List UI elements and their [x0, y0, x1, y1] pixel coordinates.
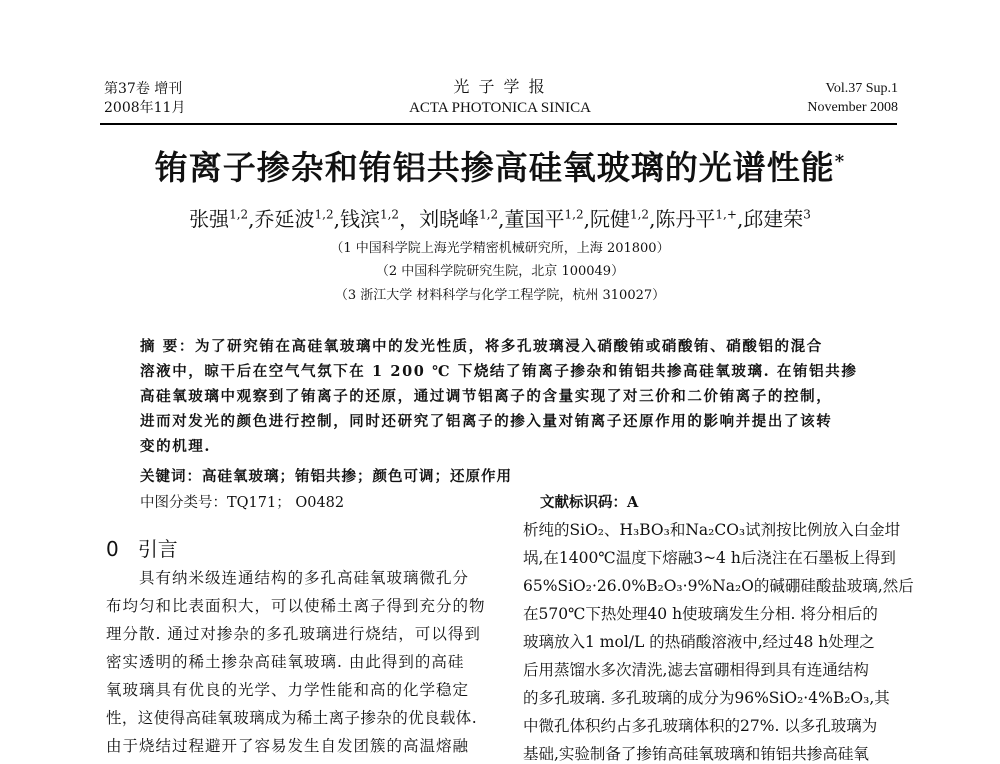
keywords [140, 467, 512, 487]
author-name: 乔延波 [254, 206, 315, 231]
right-para-line-9: 基础,实验制备了掺铕高硅氧玻璃和铕铝共掺高硅氧 [523, 745, 869, 763]
section-heading [106, 536, 178, 562]
author [505, 207, 590, 231]
author-separator: , [248, 206, 255, 231]
right-para-line-7: 的多孔玻璃. 多孔玻璃的成分为96%SiO₂·4%B₂O₃,其 [523, 689, 890, 707]
abstract-label: 摘 要： [140, 338, 195, 355]
author [255, 207, 340, 231]
author-affiliation-mark: 1,2 [229, 207, 249, 221]
affiliation-3: （3 浙江大学 材料科学与化学工程学院，杭州 310027） [334, 288, 666, 303]
left-para-line-6: 性，这使得高硅氧玻璃成为稀土离子掺杂的优良载体. [106, 709, 478, 727]
author-list [0, 200, 1000, 233]
abstract-line-1 [140, 337, 870, 357]
author-name: 董国平 [504, 206, 565, 231]
right-para-line-5: 玻璃放入1 mol/L 的热硝酸溶液中,经过48 h处理之 [523, 633, 875, 651]
journal-name-en: ACTA PHOTONICA SINICA [409, 100, 591, 116]
author-name: 刘晓峰 [419, 206, 480, 231]
author-name: 陈丹平 [655, 206, 716, 231]
author-name: 钱滨 [339, 206, 380, 231]
author [743, 207, 811, 231]
left-para-line-1: 具有纳米级连通结构的多孔高硅氧玻璃微孔分 [106, 569, 470, 587]
left-para-line-4: 密实透明的稀土掺杂高硅氧玻璃. 由此得到的高硅 [106, 653, 465, 671]
journal-name-cn: 光 子 学 报 [453, 77, 547, 96]
author [590, 207, 655, 231]
volume-en: Vol.37 Sup.1 [825, 81, 898, 96]
author-name: 张强 [189, 206, 230, 231]
author-separator: , [498, 206, 505, 231]
author-separator: , [583, 206, 590, 231]
abstract-line-2: 溶液中，晾干后在空气气氛下在 1 200 ℃ 下烧结了铕离子掺杂和铕铝共掺高硅氧玻璃. 在铕铝共掺 [140, 363, 858, 380]
title-footnote-mark: * [834, 151, 846, 172]
section-title: 引言 [137, 537, 178, 561]
author-name: 阮健 [589, 206, 630, 231]
author-affiliation-mark: 1,2 [564, 207, 584, 221]
author-affiliation-mark: 1,2 [629, 207, 650, 221]
author-separator: , [333, 206, 340, 231]
abstract-text-1: 为了研究铕在高硅氧玻璃中的发光性质，将多孔玻璃浸入硝酸铕或硝酸铕、硝酸铝的混合 [194, 338, 823, 355]
author [419, 207, 504, 231]
header-rule [100, 123, 897, 125]
author [189, 207, 254, 231]
author-separator: , [649, 206, 656, 231]
author-affiliation-mark: 1,2 [314, 207, 334, 221]
left-para-line-5: 氧玻璃具有优良的光学、力学性能和高的化学稳定 [106, 681, 470, 699]
classification-number [140, 493, 344, 513]
left-para-line-2: 布均匀和比表面积大，可以使稀土离子得到充分的物 [106, 597, 486, 615]
date-en: November 2008 [807, 100, 898, 115]
paper-title [0, 140, 1000, 190]
right-para-line-1: 析纯的SiO₂、H₃BO₃和Na₂CO₃试剂按比例放入白金坩 [523, 521, 901, 539]
author-name: 邱建荣 [743, 206, 804, 231]
abstract-line-4: 进而对发光的颜色进行控制，同时还研究了铝离子的掺入量对铕离子还原作用的影响并提出了该转 [140, 413, 833, 430]
author-affiliation-mark: 1,2 [379, 207, 400, 221]
classification-label: 中图分类号： [140, 495, 227, 511]
author-affiliation-mark: 1,+ [715, 207, 737, 221]
right-para-line-3: 65%SiO₂·26.0%B₂O₃·9%Na₂O的碱硼硅酸盐玻璃,然后 [523, 577, 914, 595]
abstract-line-3: 高硅氧玻璃中观察到了铕离子的还原，通过调节铝离子的含量实现了对三价和二价铕离子的控制， [140, 388, 833, 405]
publication-date: 2008年11月 [104, 100, 186, 116]
affiliation-2: （2 中国科学院研究生院，北京 100049） [375, 264, 625, 279]
section-number: 0 [106, 537, 119, 561]
author [340, 207, 419, 231]
right-para-line-4: 在570℃下热处理40 h使玻璃发生分相. 将分相后的 [523, 605, 878, 623]
document-code [540, 493, 638, 513]
author-separator: , [736, 206, 744, 231]
volume-issue: 第37卷 增刊 [104, 81, 183, 97]
title-text: 铕离子掺杂和铕铝共掺高硅氧玻璃的光谱性能 [154, 148, 835, 187]
author-separator: ， [399, 206, 420, 231]
right-para-line-6: 后用蒸馏水多次清洗,滤去富硼相得到具有连通结构 [523, 661, 869, 679]
keywords-text: 高硅氧玻璃；铕铝共掺；颜色可调；还原作用 [202, 468, 512, 485]
classification-text: TQ171； O0482 [227, 495, 345, 511]
right-para-line-2: 埚,在1400℃温度下熔融3~4 h后浇注在石墨板上得到 [523, 549, 896, 567]
doc-code-text: A [627, 494, 639, 511]
author-affiliation-mark: 3 [803, 207, 811, 221]
affiliation-1: （1 中国科学院上海光学精密机械研究所，上海 201800） [330, 241, 670, 256]
author [655, 207, 743, 231]
author-affiliation-mark: 1,2 [479, 207, 499, 221]
right-para-line-8: 中微孔体积约占多孔玻璃体积的27%. 以多孔玻璃为 [523, 717, 878, 735]
left-para-line-3: 理分散. 通过对掺杂的多孔玻璃进行烧结，可以得到 [106, 625, 481, 643]
abstract-line-5: 变的机理. [140, 438, 212, 455]
doc-code-label: 文献标识码： [540, 494, 627, 511]
left-para-line-7: 由于烧结过程避开了容易发生自发团簇的高温熔融 [106, 737, 470, 755]
keywords-label: 关键词： [140, 468, 202, 485]
